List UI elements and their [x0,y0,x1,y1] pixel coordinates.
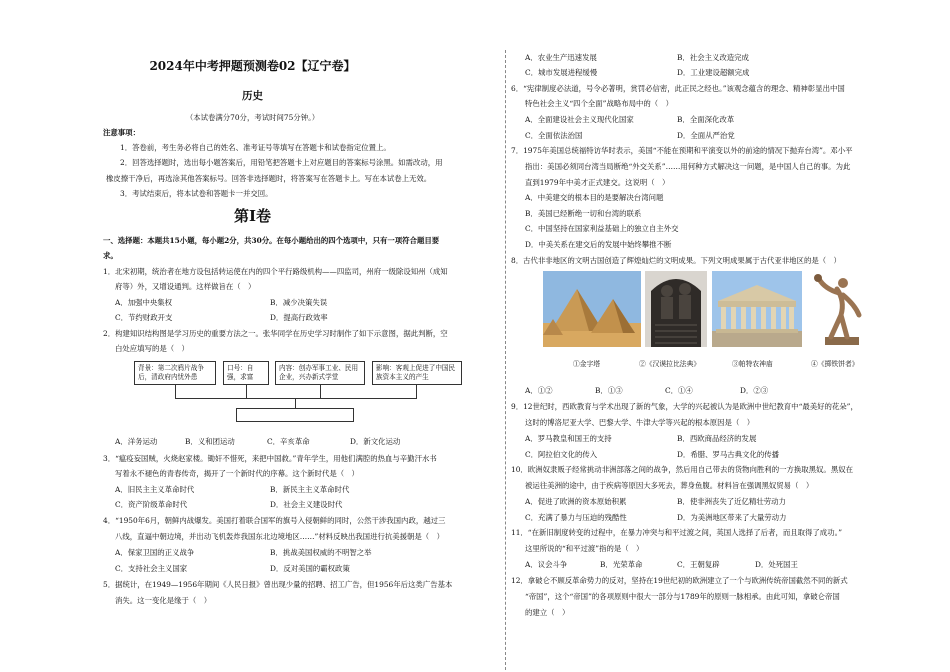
question-stem: 这里所说的“和平过渡”指的是（ ） [525,544,644,553]
option: B．挑战美国权威的不明智之举 [270,548,372,557]
hammurabi-code-image [645,271,707,347]
option: A．促进了欧洲的资本原始积累 [525,497,627,506]
question-stem: 八线，直逼中朝边境，并出动飞机轰炸我国东北边境地区……”材料反映出我国进行抗美援朝是（ ） [115,532,444,541]
question-stem: 1．北宋初期，统治者在地方设包括转运使在内的四个平行路级机构——四监司，州府一级除设知州（成知 [103,267,448,276]
option: C．中国坚持在国家利益基础上的独立自主外交 [525,224,679,233]
diagram-box-background: 背景：第二次鸦片战争后，清政府内忧外患 [134,361,216,385]
option: B．使非洲丧失了近亿精壮劳动力 [677,497,786,506]
question-stem: 5．据统计，在1949—1956年期间《人民日报》曾出现少量的招聘、招工广告，但1956年后这类广告基本 [103,580,453,589]
question-stem: 9．12世纪时，西欧教育与学术出现了新的气象，大学的兴起被认为是欧洲中世纪教育中“最美好的花朵”， [511,402,858,411]
option: A．全面建设社会主义现代化国家 [525,115,634,124]
question-stem: 直到1979年中美才正式建交。这说明（ ） [525,178,670,187]
option: B．减少决策失误 [270,298,328,307]
diagram-box-slogan: 口号：自强，求富 [223,361,269,385]
question-stem: 6．“宪律制度必法道，号令必著明，赏罚必信密，此正民之经也。”该观念蕴含的理念、精神彰显出中国 [511,84,845,93]
option: C．支持社会主义国家 [115,564,188,573]
option: B．义和团运动 [185,437,235,446]
paper-title: 2024年中考押题预测卷02【辽宁卷】 [149,59,356,73]
question-stem: 府等）外，又增设通判。这样做旨在（ ） [115,282,256,291]
option: A．洋务运动 [115,437,158,446]
option: C．节约财政开支 [115,313,173,322]
question-stem: 的建立（ ） [525,608,570,617]
option: B．社会主义改造完成 [677,53,749,62]
option: A．加强中央集权 [115,298,173,307]
option: C．辛亥革命 [267,437,310,446]
option: C．①④ [665,386,693,395]
image-caption: ④《掷铁饼者》 [811,360,859,368]
option: A．罗马教皇和国王的支持 [525,434,612,443]
option: A．中美建交的根本目的是要解决台湾问题 [525,193,664,202]
option: A．①② [525,386,553,395]
section-instruction: 一、选择题：本题共15小题，每小题2分，共30分。在每小题给出的四个选项中，只有一项符合题目要 [103,236,440,245]
option: C．王朝复辟 [677,560,720,569]
question-stem: “帝国”，这个“帝国”的各项原则中很大一部分与1789年的原则一脉相承。由此可知，拿破仑帝国 [525,592,840,601]
question-stem: 2．构建知识结构图是学习历史的重要方法之一。张华同学在历史学习时制作了如下示意图，据此判断，空 [103,329,448,338]
diagram-connector [295,398,296,408]
option: D．中美关系在建交后的发展中始终攀推不断 [525,240,672,249]
pyramid-image [543,271,641,347]
exam-note: （本试卷满分70分，考试时间75分钟。） [185,113,320,122]
option: D．希腊、罗马古典文化的传播 [677,450,780,459]
parthenon-image [712,271,802,347]
diagram-blank-box [236,408,354,422]
option: B．新民主主义革命时代 [270,485,350,494]
question-stem: 11．“在新旧制度转变的过程中，在暴力冲突与和平过渡之间，英国人选择了后者，而且取得了成功。” [511,528,843,537]
image-caption: ①金字塔 [573,360,601,368]
discobolus-image [807,271,875,347]
column-divider [505,50,506,670]
question-stem: 3．“瘟疫妄国贼，火烧赵家楼。锄奸不惜死，来把中国救。”青年学生，用他们满腔的热血与辛勤汗水书 [103,454,437,463]
option: B．①③ [595,386,623,395]
option: B．光荣革命 [600,560,643,569]
diagram-box-impact: 影响：客观上促进了中国民族资本主义的产生 [372,361,462,385]
option: B．美国已经断绝一切和台湾的联系 [525,209,642,218]
question-stem: 8．古代非非地区的文明古国创造了辉煌灿烂的文明成果。下列文明成果属于古代亚非地区的是（ ） [511,256,841,265]
question-stem: 消失。这一变化是缘于（ ） [115,596,212,605]
notice-line: 1．答卷前，考生务必将自己的姓名、准考证号等填写在答题卡和试卷指定位置上。 [120,143,391,152]
option: C．资产阶级革命时代 [115,500,188,509]
option: C．城市发展进程缓慢 [525,68,598,77]
option: D．全面从严治党 [677,131,735,140]
diagram-connector [246,385,247,398]
option: D．处死国王 [755,560,798,569]
notice-line: 3．考试结束后，将本试卷和答题卡一并交回。 [120,189,273,198]
option: C．阿拉伯文化的传入 [525,450,598,459]
question-stem: 7．1975年美国总统福特访华时表示，美国“不能在预期和平演变以外的前途的情况下抛弃台湾”。邓小平 [511,146,853,155]
section-title: 第Ⅰ卷 [233,207,272,225]
option: A．农业生产迅速发展 [525,53,597,62]
option: D．社会主义建设时代 [270,500,343,509]
option: C．全面依法治国 [525,131,583,140]
option: A．议会斗争 [525,560,568,569]
question-stem: 特色社会主义“四个全面”战略布局中的（ ） [525,99,673,108]
option: A．旧民主主义革命时代 [115,485,195,494]
section-instruction: 求。 [103,251,118,260]
subject-title: 历史 [242,90,263,102]
image-caption: ②《汉谟拉比法典》 [639,360,701,368]
option: D．②③ [740,386,769,395]
option: D．反对美国的霸权政策 [270,564,350,573]
diagram-connector [320,385,321,398]
question-stem: 写着永不褪色的青春传奇，揭开了一个新时代的序幕。这个新时代是（ ） [115,469,359,478]
image-caption: ③帕特农神庙 [732,360,773,368]
option: B．西欧商品经济的发展 [677,434,757,443]
option: D．为美洲地区带来了大量劳动力 [677,513,787,522]
question-stem: 这时的博洛尼亚大学、巴黎大学、牛津大学等兴起的根本原因是（ ） [525,418,755,427]
option: D．工业建设超额完成 [677,68,750,77]
question-stem: 指出：美国必须同台湾当局断绝“外交关系”……用何种方式解决这一问题，是中国人自己的事。为此 [525,162,851,171]
diagram-connector [175,385,176,398]
option: D．提高行政效率 [270,313,328,322]
notice-line: 橡皮擦干净后，再选涂其他答案标号。回答非选择题时，将答案写在答题卡上。写在本试卷上无效。 [106,174,432,183]
diagram-connector [175,398,417,399]
question-stem: 白处应填写的是（ ） [115,344,189,353]
notice-label: 注意事项： [103,128,140,137]
question-stem: 10．欧洲奴隶贩子经常挑动非洲部落之间的战争，然后用自己带去的货物向胜利的一方换取黑奴。黑奴在 [511,465,853,474]
question-stem: 12．拿破仑不顾反革命势力的反对，坚持在19世纪初的欧洲建立了一个与欧洲传统帝国截然不同的新式 [511,576,848,585]
option: B．全面深化改革 [677,115,735,124]
option: A．保家卫国的正义战争 [115,548,195,557]
question-stem: 4．“1950年6月，朝鲜内战爆发。美国打着联合国军的旗号入侵朝鲜的同时，公然干涉我国内政，越过三 [103,516,446,525]
notice-line: 2．回答选择题时，选出每小题答案后，用铅笔把答题卡上对应题目的答案标号涂黑。如需改动，用 [120,158,443,167]
question-stem: 被运往美洲的途中，由于疾病等原因大多死去，葬身鱼腹。材料旨在强调黑奴贸易（ ） [525,481,814,490]
option: D．新文化运动 [350,437,401,446]
diagram-box-content: 内容：创办军事工业、民用企业，兴办新式学堂 [275,361,365,385]
diagram-connector [416,385,417,398]
option: C．充满了暴力与压迫的残酷性 [525,513,627,522]
